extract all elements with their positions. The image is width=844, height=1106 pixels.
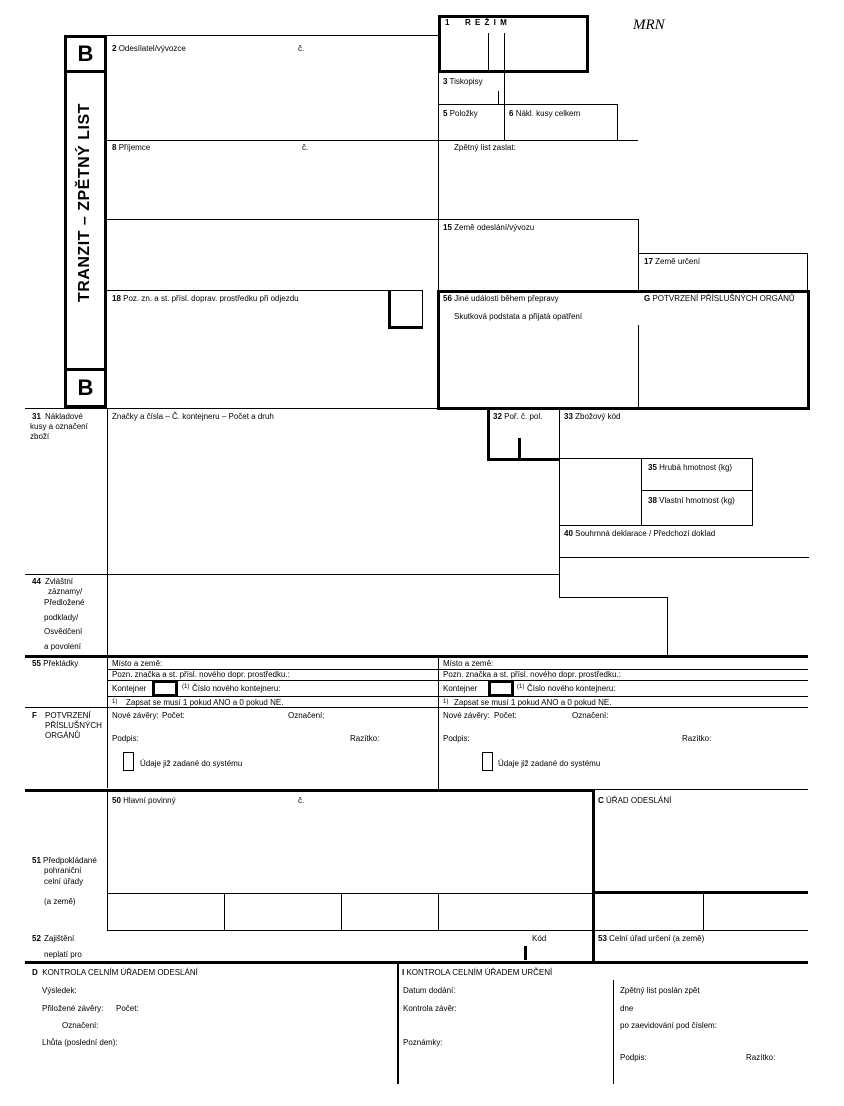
line xyxy=(107,290,422,291)
date-arrival-label: Datum dodání: xyxy=(403,986,456,995)
entered-left: Údaje již zadané do systému xyxy=(140,759,243,768)
seal-check-label: Kontrola závěr: xyxy=(403,1004,457,1013)
returned-label: Zpětný list poslán zpět xyxy=(620,986,700,995)
field-2-label: 2 Odesílatel/vývozce xyxy=(112,44,186,53)
field-55-label: 55 Překládky xyxy=(32,659,79,668)
line xyxy=(397,962,399,1084)
line xyxy=(703,893,704,931)
field-44-line-2: záznamy/ xyxy=(48,587,83,596)
field-51-line-3: celní úřady xyxy=(44,877,84,886)
line xyxy=(25,655,808,658)
line xyxy=(518,458,642,459)
field-52-line-1: Zajištění xyxy=(44,934,75,943)
field-51-line-1: Předpokládané xyxy=(43,856,97,865)
line xyxy=(559,557,809,558)
field-50-label: 50 Hlavní povinný xyxy=(112,796,176,805)
line xyxy=(107,789,108,931)
field-52-num: 52 xyxy=(32,934,41,943)
line xyxy=(341,893,342,931)
field-51-line-2: pohraniční xyxy=(44,866,82,875)
place-left: Místo a země: xyxy=(112,659,163,668)
field-F-line-2: PŘÍSLUŠNÝCH xyxy=(45,721,102,730)
line xyxy=(107,696,808,697)
seals-count-label: Počet: xyxy=(116,1004,139,1013)
signature-left: Podpis: xyxy=(112,734,139,743)
marks-right: Označení: xyxy=(572,711,609,720)
side-letter-top: B xyxy=(77,41,94,66)
field-35-label: 35 Hrubá hmotnost (kg) xyxy=(648,463,733,472)
mrn-label: MRN xyxy=(633,17,665,33)
field-15-label: 15 Země odeslání/vývozu xyxy=(443,223,535,232)
field-51-country: (a země) xyxy=(44,897,76,906)
container-flag-right[interactable] xyxy=(488,680,514,697)
field-5-label: 5 Položky xyxy=(443,109,478,118)
field-2-no: č. xyxy=(298,44,305,53)
deadline-label: Lhůta (poslední den): xyxy=(42,1038,118,1047)
field-44-line-3: Předložené xyxy=(44,598,85,607)
line xyxy=(504,73,505,140)
stamp-left: Razítko: xyxy=(350,734,380,743)
field-8-no: č. xyxy=(302,143,309,152)
line xyxy=(807,253,808,291)
field-32-label: 32 Poř. č. pol. xyxy=(493,412,543,421)
dest-stamp-label: Razítko: xyxy=(746,1053,776,1062)
line xyxy=(638,219,639,291)
line xyxy=(488,33,489,71)
field-44-line-1: Zvláštní xyxy=(45,577,74,586)
marks-left: Označení: xyxy=(288,711,325,720)
field-1-regime[interactable] xyxy=(438,15,589,73)
stamp-right: Razítko: xyxy=(682,734,712,743)
line xyxy=(487,408,807,409)
field-31-line-1: Nákladové xyxy=(45,412,83,421)
line xyxy=(617,104,618,140)
line xyxy=(667,597,668,655)
line xyxy=(641,490,753,491)
line xyxy=(438,893,439,931)
field-6-label: 6 Nákl. kusy celkem xyxy=(509,109,581,118)
dest-signature-label: Podpis: xyxy=(620,1053,647,1062)
field-56-sub: Skutková podstata a přijatá opatření xyxy=(454,312,583,321)
field-52-line-2: neplatí pro xyxy=(44,950,82,959)
line xyxy=(559,597,667,598)
line xyxy=(388,326,423,329)
signature-right: Podpis: xyxy=(443,734,470,743)
count-right: Počet: xyxy=(494,711,517,720)
side-letter-bottom: B xyxy=(77,375,94,400)
line xyxy=(25,789,595,792)
means-right: Pozn. značka a st. přísl. nového dopr. prostředku.: xyxy=(443,670,621,679)
line xyxy=(438,35,439,290)
footnote-left: Zapsat se musí 1 pokud ANO a 0 pokud NE. xyxy=(126,698,284,707)
line xyxy=(224,893,225,931)
control-destination-title: I KONTROLA CELNÍM ÚŘADEM URČENÍ xyxy=(402,968,553,977)
field-44-line-4: podklady/ xyxy=(44,613,79,622)
footnote-right: Zapsat se musí 1 pokud ANO a 0 pokud NE. xyxy=(454,698,612,707)
line xyxy=(559,408,560,598)
footnote-mark-right: 1) xyxy=(443,699,449,705)
container-no-right: Číslo nového kontejneru: xyxy=(527,684,616,693)
line xyxy=(593,891,808,894)
line xyxy=(438,655,439,790)
field-31-line-3: zboží xyxy=(30,432,50,441)
side-title: TRANZIT – ZPĚTNÝ LIST xyxy=(76,103,93,302)
container-left: Kontejner xyxy=(112,684,147,693)
field-56-label: 56 Jiné události během přepravy xyxy=(443,294,559,303)
line xyxy=(107,408,108,788)
line xyxy=(25,408,438,409)
line xyxy=(559,525,642,526)
seals-marks-label: Označení: xyxy=(62,1021,99,1030)
field-40-label: 40 Souhrnná deklarace / Předchozí doklad xyxy=(564,529,716,538)
entered-right: Údaje již zadané do systému xyxy=(498,759,601,768)
line xyxy=(422,290,423,328)
container-no-left: Číslo nového kontejneru: xyxy=(192,684,281,693)
line xyxy=(438,140,638,141)
means-left: Pozn. značka a st. přísl. nového dopr. prostředku.: xyxy=(112,670,290,679)
field-52-code: Kód xyxy=(532,934,547,943)
field-31-line-2: kusy a označení xyxy=(30,422,88,431)
after-reg-label: po zaevidování pod číslem: xyxy=(620,1021,717,1030)
field-53-label: 53 Celní úřad určení (a země) xyxy=(598,934,705,943)
line xyxy=(593,789,808,790)
field-56-events[interactable] xyxy=(437,290,810,410)
line xyxy=(25,574,560,575)
line xyxy=(438,104,618,105)
line xyxy=(613,980,614,1084)
place-right: Místo a země: xyxy=(443,659,494,668)
field-1-label: R E Ž I M xyxy=(465,18,508,27)
line xyxy=(107,680,808,681)
line xyxy=(388,290,391,328)
footnote-mark-left: 1) xyxy=(112,699,118,705)
field-F-num: F xyxy=(32,711,37,720)
field-G-label: G POTVRZENÍ PŘÍSLUŠNÝCH ORGÁNŮ xyxy=(644,294,795,303)
field-51-num: 51 xyxy=(32,856,41,865)
field-38-label: 38 Vlastní hmotnost (kg) xyxy=(648,496,735,505)
result-label: Výsledek: xyxy=(42,986,77,995)
line xyxy=(524,946,527,960)
field-F-line-3: ORGÁNŮ xyxy=(45,731,81,740)
field-C-label: C ÚŘAD ODESLÁNÍ xyxy=(598,796,672,805)
notes-label: Poznámky: xyxy=(403,1038,443,1047)
line xyxy=(107,140,438,141)
entered-checkbox-right[interactable] xyxy=(482,752,493,771)
field-8-label: 8 Příjemce xyxy=(112,143,151,152)
field-44-num: 44 xyxy=(32,577,41,586)
returned-on-label: dne xyxy=(620,1004,634,1013)
field-31-num: 31 xyxy=(32,412,41,421)
line xyxy=(638,325,639,410)
count-left: Počet: xyxy=(162,711,185,720)
control-departure-title: D KONTROLA CELNÍM ÚŘADEM ODESLÁNÍ xyxy=(32,968,198,977)
line xyxy=(107,35,438,36)
container-flag-left[interactable] xyxy=(152,680,178,697)
entered-checkbox-left[interactable] xyxy=(123,752,134,771)
new-seals-right: Nové závěry: xyxy=(443,711,490,720)
field-3-label: 3 Tiskopisy xyxy=(443,77,483,86)
field-44-line-5: Osvědčení xyxy=(44,627,83,636)
field-F-line-1: POTVRZENÍ xyxy=(45,711,91,720)
note-mark-left: (1) xyxy=(182,684,190,690)
container-right: Kontejner xyxy=(443,684,478,693)
marks-label: Značky a čísla – Č. kontejneru – Počet a druh xyxy=(112,412,274,421)
seals-affixed-label: Přiložené závěry: xyxy=(42,1004,104,1013)
line xyxy=(25,961,808,964)
field-17-label: 17 Země určení xyxy=(644,257,701,266)
field-33-label: 33 Zbožový kód xyxy=(564,412,621,421)
line xyxy=(107,219,639,220)
new-seals-left: Nové závěry: xyxy=(112,711,159,720)
line xyxy=(592,789,595,961)
note-mark-right: (1) xyxy=(517,684,525,690)
field-18-label: 18 Poz. zn. a st. přísl. doprav. prostředku při odjezdu xyxy=(112,294,299,303)
field-44-line-6: a povolení xyxy=(44,642,81,651)
line xyxy=(107,893,593,894)
line xyxy=(504,33,505,71)
field-1-num: 1 xyxy=(445,18,450,27)
line xyxy=(518,438,521,458)
line xyxy=(498,91,499,104)
return-to-label: Zpětný list zaslat: xyxy=(454,143,516,152)
line xyxy=(638,253,808,254)
field-50-no: č. xyxy=(298,796,305,805)
